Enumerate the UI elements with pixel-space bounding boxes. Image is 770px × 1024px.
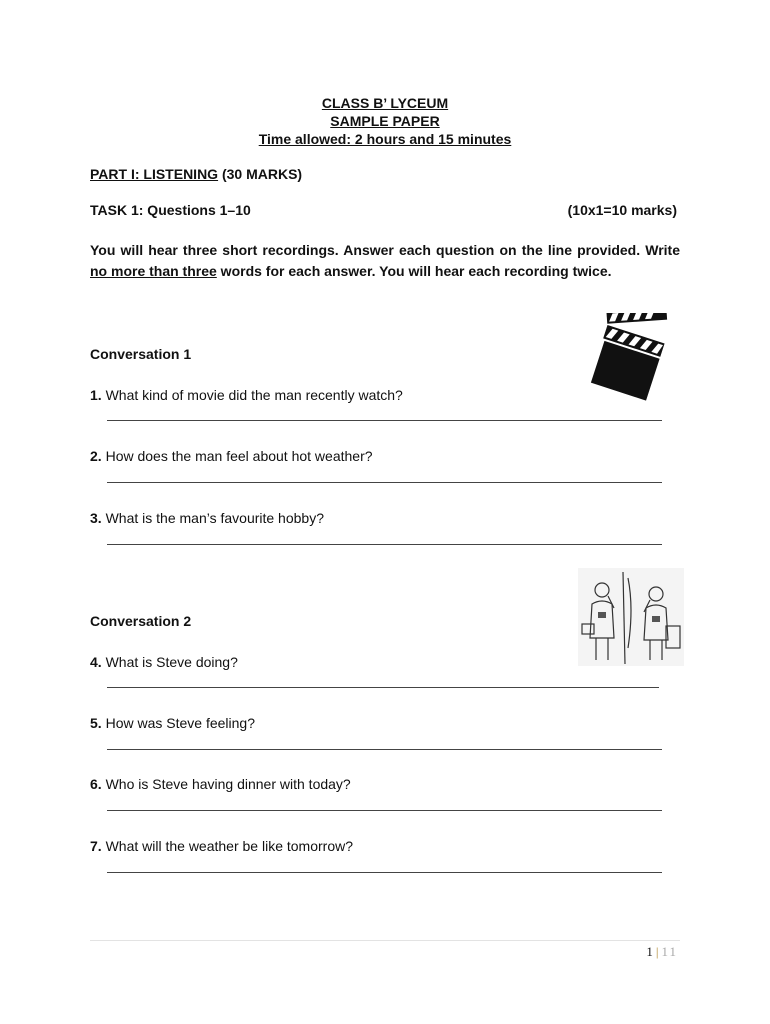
question-text: How does the man feel about hot weather? bbox=[101, 448, 373, 464]
clapperboard-icon bbox=[588, 313, 668, 405]
time-allowed: Time allowed: 2 hours and 15 minutes bbox=[258, 131, 512, 147]
answer-line-1[interactable] bbox=[107, 420, 662, 421]
answer-line-3[interactable] bbox=[107, 544, 662, 545]
question-number: 2. bbox=[90, 448, 102, 464]
instructions-emphasis: no more than three bbox=[90, 263, 217, 279]
answer-line-2[interactable] bbox=[107, 482, 662, 483]
total-pages: 11 bbox=[661, 944, 678, 959]
question-number: 3. bbox=[90, 510, 102, 526]
current-page: 1 bbox=[646, 944, 653, 959]
question-7 bbox=[90, 838, 353, 854]
part-title: PART I: LISTENING bbox=[90, 166, 219, 182]
question-1 bbox=[90, 387, 403, 403]
phone-call-illustration bbox=[578, 568, 684, 666]
question-text: What is the man’s favourite hobby? bbox=[101, 510, 324, 526]
instructions-text-a: You will hear three short recordings. Answer each question on the line provided. Write bbox=[90, 242, 680, 258]
question-text: How was Steve feeling? bbox=[101, 715, 255, 731]
conversation-2-title: Conversation 2 bbox=[90, 613, 192, 629]
question-text: What kind of movie did the man recently watch? bbox=[101, 387, 403, 403]
question-text: What will the weather be like tomorrow? bbox=[101, 838, 354, 854]
instructions bbox=[90, 240, 680, 282]
question-number: 7. bbox=[90, 838, 102, 854]
answer-line-5[interactable] bbox=[107, 749, 662, 750]
question-number: 6. bbox=[90, 776, 102, 792]
part-marks: (30 MARKS) bbox=[221, 166, 303, 182]
question-3 bbox=[90, 510, 324, 526]
task-marks: (10x1=10 marks) bbox=[567, 202, 677, 218]
exam-subtitle: SAMPLE PAPER bbox=[330, 113, 440, 129]
page-separator: | bbox=[655, 944, 659, 959]
question-number: 4. bbox=[90, 654, 102, 670]
question-number: 1. bbox=[90, 387, 102, 403]
exam-title: CLASS B’ LYCEUM bbox=[321, 95, 449, 111]
answer-line-6[interactable] bbox=[107, 810, 662, 811]
instructions-text-b: words for each answer. You will hear each recording twice. bbox=[216, 263, 612, 279]
answer-line-4[interactable] bbox=[107, 687, 659, 688]
page-number bbox=[646, 944, 678, 960]
question-text: What is Steve doing? bbox=[101, 654, 238, 670]
answer-line-7[interactable] bbox=[107, 872, 662, 873]
task-title: TASK 1: Questions 1–10 bbox=[90, 202, 251, 218]
question-number: 5. bbox=[90, 715, 102, 731]
question-2 bbox=[90, 448, 373, 464]
question-5 bbox=[90, 715, 255, 731]
conversation-1-title: Conversation 1 bbox=[90, 346, 192, 362]
question-6 bbox=[90, 776, 351, 792]
part-heading bbox=[90, 166, 302, 182]
question-text: Who is Steve having dinner with today? bbox=[101, 776, 351, 792]
footer-divider bbox=[90, 940, 680, 941]
question-4 bbox=[90, 654, 238, 670]
